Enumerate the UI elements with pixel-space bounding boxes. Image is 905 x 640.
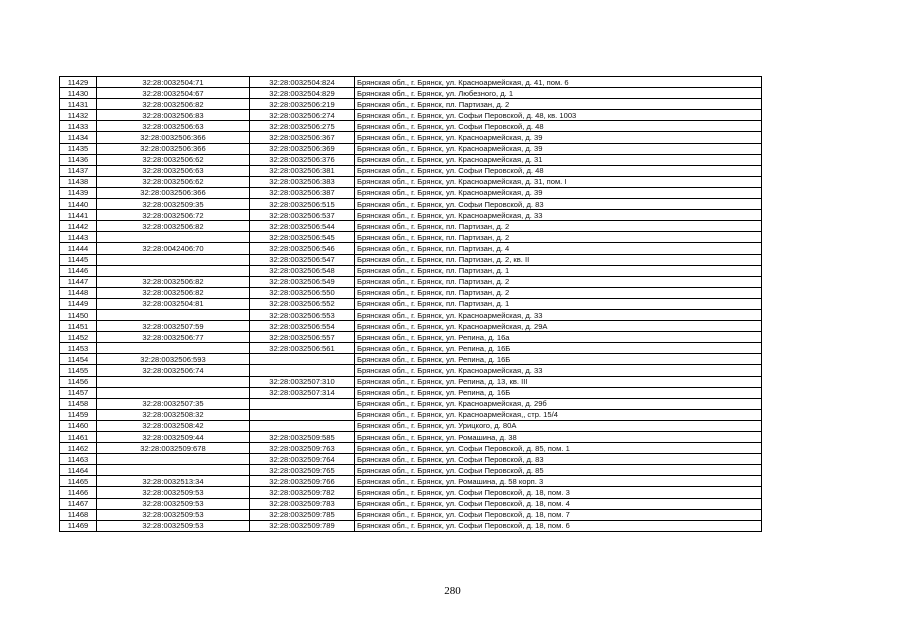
cadastral-number-cell: [97, 232, 250, 243]
cadastral-number-cell: 32:28:0032506:366: [97, 187, 250, 198]
row-number-cell: 11439: [60, 187, 97, 198]
table-row: [60, 343, 762, 354]
object-cadastral-number-cell: 32:28:0032506:367: [250, 132, 355, 143]
table-row: [60, 221, 762, 232]
cadastral-number-cell: 32:28:0032509:53: [97, 520, 250, 531]
cadastral-number-cell: 32:28:0032506:62: [97, 176, 250, 187]
cadastral-number-cell: 32:28:0032504:81: [97, 298, 250, 309]
address-cell: Брянская обл., г. Брянск, пл. Партизан, д. 2: [355, 221, 762, 232]
cadastral-number-cell: 32:28:0032506:83: [97, 110, 250, 121]
row-number-cell: 11445: [60, 254, 97, 265]
object-cadastral-number-cell: [250, 365, 355, 376]
cadastral-number-cell: 32:28:0032508:32: [97, 409, 250, 420]
cadastral-number-cell: 32:28:0032506:366: [97, 143, 250, 154]
row-number-cell: 11459: [60, 409, 97, 420]
cadastral-number-cell: 32:28:0032506:77: [97, 332, 250, 343]
address-cell: Брянская обл., г. Брянск, пл. Партизан, д. 1: [355, 298, 762, 309]
row-number-cell: 11441: [60, 210, 97, 221]
row-number-cell: 11447: [60, 276, 97, 287]
table-row: [60, 354, 762, 365]
address-cell: Брянская обл., г. Брянск, ул. Красноармейская,, стр. 15/4: [355, 409, 762, 420]
object-cadastral-number-cell: 32:28:0032506:550: [250, 287, 355, 298]
row-number-cell: 11452: [60, 332, 97, 343]
object-cadastral-number-cell: 32:28:0032509:763: [250, 443, 355, 454]
object-cadastral-number-cell: 32:28:0032507:314: [250, 387, 355, 398]
row-number-cell: 11468: [60, 509, 97, 520]
cadastral-number-cell: 32:28:0042406:70: [97, 243, 250, 254]
address-cell: Брянская обл., г. Брянск, ул. Красноармейская, д. 31, пом. I: [355, 176, 762, 187]
row-number-cell: 11455: [60, 365, 97, 376]
cadastral-number-cell: 32:28:0032506:72: [97, 210, 250, 221]
table-row: [60, 276, 762, 287]
address-cell: Брянская обл., г. Брянск, ул. Софьи Перовской, д. 83: [355, 454, 762, 465]
row-number-cell: 11461: [60, 432, 97, 443]
table-row: [60, 254, 762, 265]
cadastral-number-cell: 32:28:0032506:593: [97, 354, 250, 365]
row-number-cell: 11434: [60, 132, 97, 143]
object-cadastral-number-cell: 32:28:0032509:782: [250, 487, 355, 498]
cadastral-number-cell: 32:28:0032509:53: [97, 498, 250, 509]
cadastral-number-cell: 32:28:0032506:366: [97, 132, 250, 143]
row-number-cell: 11440: [60, 199, 97, 210]
table-row: [60, 498, 762, 509]
address-cell: Брянская обл., г. Брянск, ул. Софьи Перовской, д. 18, пом. 4: [355, 498, 762, 509]
address-cell: Брянская обл., г. Брянск, ул. Красноармейская, д. 33: [355, 365, 762, 376]
table-row: [60, 132, 762, 143]
cadastral-number-cell: 32:28:0032506:82: [97, 99, 250, 110]
address-cell: Брянская обл., г. Брянск, пл. Партизан, д. 2: [355, 276, 762, 287]
table-row: [60, 376, 762, 387]
object-cadastral-number-cell: 32:28:0032506:275: [250, 121, 355, 132]
object-cadastral-number-cell: 32:28:0032509:783: [250, 498, 355, 509]
address-cell: Брянская обл., г. Брянск, пл. Партизан, д. 2: [355, 232, 762, 243]
table-row: [60, 176, 762, 187]
object-cadastral-number-cell: 32:28:0032504:829: [250, 88, 355, 99]
table-row: [60, 465, 762, 476]
cadastral-number-cell: 32:28:0032506:82: [97, 287, 250, 298]
table-row: [60, 332, 762, 343]
cadastral-number-cell: 32:28:0032506:63: [97, 165, 250, 176]
address-cell: Брянская обл., г. Брянск, ул. Софьи Перовской, д. 48, кв. 1003: [355, 110, 762, 121]
address-cell: Брянская обл., г. Брянск, пл. Партизан, д. 2: [355, 287, 762, 298]
table-row: [60, 432, 762, 443]
row-number-cell: 11437: [60, 165, 97, 176]
row-number-cell: 11429: [60, 77, 97, 88]
table-row: [60, 243, 762, 254]
address-cell: Брянская обл., г. Брянск, ул. Софьи Перовской, д. 83: [355, 199, 762, 210]
object-cadastral-number-cell: 32:28:0032506:537: [250, 210, 355, 221]
row-number-cell: 11469: [60, 520, 97, 531]
object-cadastral-number-cell: 32:28:0032509:585: [250, 432, 355, 443]
row-number-cell: 11457: [60, 387, 97, 398]
object-cadastral-number-cell: [250, 409, 355, 420]
object-cadastral-number-cell: 32:28:0032506:554: [250, 321, 355, 332]
row-number-cell: 11435: [60, 143, 97, 154]
table-row: [60, 199, 762, 210]
cadastral-number-cell: 32:28:0032509:35: [97, 199, 250, 210]
row-number-cell: 11432: [60, 110, 97, 121]
table-row: [60, 88, 762, 99]
table-row: [60, 454, 762, 465]
address-cell: Брянская обл., г. Брянск, ул. Софьи Перовской, д. 85: [355, 465, 762, 476]
address-cell: Брянская обл., г. Брянск, ул. Софьи Перовской, д. 48: [355, 121, 762, 132]
row-number-cell: 11438: [60, 176, 97, 187]
row-number-cell: 11453: [60, 343, 97, 354]
cadastral-number-cell: 32:28:0032504:71: [97, 77, 250, 88]
row-number-cell: 11430: [60, 88, 97, 99]
address-cell: Брянская обл., г. Брянск, ул. Репина, д. 16Б: [355, 343, 762, 354]
cadastral-number-cell: 32:28:0032513:34: [97, 476, 250, 487]
object-cadastral-number-cell: 32:28:0032506:219: [250, 99, 355, 110]
address-cell: Брянская обл., г. Брянск, ул. Ромашина, д. 58 корп. 3: [355, 476, 762, 487]
table-row: [60, 365, 762, 376]
address-cell: Брянская обл., г. Брянск, ул. Красноармейская, д. 41, пом. 6: [355, 77, 762, 88]
object-cadastral-number-cell: [250, 398, 355, 409]
row-number-cell: 11465: [60, 476, 97, 487]
cadastral-number-cell: [97, 454, 250, 465]
address-cell: Брянская обл., г. Брянск, ул. Красноармейская, д. 29б: [355, 398, 762, 409]
object-cadastral-number-cell: 32:28:0032506:545: [250, 232, 355, 243]
address-cell: Брянская обл., г. Брянск, ул. Софьи Перовской, д. 18, пом. 3: [355, 487, 762, 498]
object-cadastral-number-cell: 32:28:0032509:789: [250, 520, 355, 531]
cadastral-number-cell: 32:28:0032506:82: [97, 221, 250, 232]
cadastral-number-cell: 32:28:0032506:62: [97, 154, 250, 165]
cadastral-number-cell: 32:28:0032509:53: [97, 509, 250, 520]
object-cadastral-number-cell: [250, 420, 355, 431]
row-number-cell: 11443: [60, 232, 97, 243]
cadastral-number-cell: 32:28:0032509:44: [97, 432, 250, 443]
table-row: [60, 187, 762, 198]
row-number-cell: 11462: [60, 443, 97, 454]
row-number-cell: 11449: [60, 298, 97, 309]
table-row: [60, 265, 762, 276]
row-number-cell: 11442: [60, 221, 97, 232]
row-number-cell: 11444: [60, 243, 97, 254]
cadastral-number-cell: 32:28:0032506:82: [97, 276, 250, 287]
address-cell: Брянская обл., г. Брянск, ул. Ромашина, д. 38: [355, 432, 762, 443]
cadastral-number-cell: [97, 465, 250, 476]
cadastral-number-cell: [97, 265, 250, 276]
table-row: [60, 321, 762, 332]
table-row: [60, 232, 762, 243]
row-number-cell: 11460: [60, 420, 97, 431]
table-row: [60, 420, 762, 431]
cadastral-number-cell: 32:28:0032506:63: [97, 121, 250, 132]
address-cell: Брянская обл., г. Брянск, ул. Красноармейская, д. 33: [355, 210, 762, 221]
object-cadastral-number-cell: 32:28:0032506:549: [250, 276, 355, 287]
table-row: [60, 409, 762, 420]
address-cell: Брянская обл., г. Брянск, ул. Софьи Перовской, д. 85, пом. 1: [355, 443, 762, 454]
address-cell: Брянская обл., г. Брянск, ул. Красноармейская, д. 33: [355, 309, 762, 320]
table-row: [60, 520, 762, 531]
row-number-cell: 11451: [60, 321, 97, 332]
cadastral-number-cell: [97, 343, 250, 354]
table-row: [60, 487, 762, 498]
row-number-cell: 11431: [60, 99, 97, 110]
table-row: [60, 121, 762, 132]
cadastral-number-cell: 32:28:0032508:42: [97, 420, 250, 431]
object-cadastral-number-cell: 32:28:0032506:557: [250, 332, 355, 343]
page-number: 280: [444, 585, 461, 597]
row-number-cell: 11463: [60, 454, 97, 465]
object-cadastral-number-cell: 32:28:0032506:552: [250, 298, 355, 309]
object-cadastral-number-cell: 32:28:0032506:383: [250, 176, 355, 187]
address-cell: Брянская обл., г. Брянск, ул. Репина, д. 16Б: [355, 354, 762, 365]
table-row: [60, 398, 762, 409]
table-row: [60, 287, 762, 298]
address-cell: Брянская обл., г. Брянск, ул. Софьи Перовской, д. 18, пом. 7: [355, 509, 762, 520]
table-row: [60, 387, 762, 398]
address-cell: Брянская обл., г. Брянск, ул. Красноармейская, д. 39: [355, 132, 762, 143]
row-number-cell: 11454: [60, 354, 97, 365]
cadastral-number-cell: 32:28:0032506:74: [97, 365, 250, 376]
cadastral-number-cell: 32:28:0032509:53: [97, 487, 250, 498]
object-cadastral-number-cell: 32:28:0032509:764: [250, 454, 355, 465]
row-number-cell: 11467: [60, 498, 97, 509]
object-cadastral-number-cell: 32:28:0032506:376: [250, 154, 355, 165]
row-number-cell: 11464: [60, 465, 97, 476]
object-cadastral-number-cell: 32:28:0032506:544: [250, 221, 355, 232]
address-cell: Брянская обл., г. Брянск, пл. Партизан, д. 2: [355, 99, 762, 110]
address-cell: Брянская обл., г. Брянск, пл. Партизан, д. 4: [355, 243, 762, 254]
object-cadastral-number-cell: [250, 354, 355, 365]
row-number-cell: 11446: [60, 265, 97, 276]
row-number-cell: 11436: [60, 154, 97, 165]
address-cell: Брянская обл., г. Брянск, ул. Красноармейская, д. 39: [355, 143, 762, 154]
row-number-cell: 11458: [60, 398, 97, 409]
row-number-cell: 11433: [60, 121, 97, 132]
object-cadastral-number-cell: 32:28:0032506:548: [250, 265, 355, 276]
cadastral-number-cell: [97, 309, 250, 320]
table-row: [60, 443, 762, 454]
table-row: [60, 210, 762, 221]
registry-table-body: [60, 77, 762, 532]
address-cell: Брянская обл., г. Брянск, ул. Репина, д. 13, кв. III: [355, 376, 762, 387]
cadastral-number-cell: [97, 376, 250, 387]
address-cell: Брянская обл., г. Брянск, ул. Красноармейская, д. 39: [355, 187, 762, 198]
cadastral-number-cell: 32:28:0032509:678: [97, 443, 250, 454]
cadastral-number-cell: 32:28:0032504:67: [97, 88, 250, 99]
object-cadastral-number-cell: 32:28:0032507:310: [250, 376, 355, 387]
row-number-cell: 11448: [60, 287, 97, 298]
cadastral-number-cell: [97, 387, 250, 398]
address-cell: Брянская обл., г. Брянск, ул. Софьи Перовской, д. 48: [355, 165, 762, 176]
table-row: [60, 99, 762, 110]
address-cell: Брянская обл., г. Брянск, ул. Репина, д. 16а: [355, 332, 762, 343]
table-row: [60, 77, 762, 88]
object-cadastral-number-cell: 32:28:0032506:546: [250, 243, 355, 254]
object-cadastral-number-cell: 32:28:0032504:824: [250, 77, 355, 88]
cadastral-number-cell: 32:28:0032507:35: [97, 398, 250, 409]
row-number-cell: 11466: [60, 487, 97, 498]
object-cadastral-number-cell: 32:28:0032509:766: [250, 476, 355, 487]
object-cadastral-number-cell: 32:28:0032506:515: [250, 199, 355, 210]
object-cadastral-number-cell: 32:28:0032509:785: [250, 509, 355, 520]
address-cell: Брянская обл., г. Брянск, ул. Репина, д. 16Б: [355, 387, 762, 398]
table-row: [60, 165, 762, 176]
address-cell: Брянская обл., г. Брянск, пл. Партизан, д. 1: [355, 265, 762, 276]
row-number-cell: 11456: [60, 376, 97, 387]
table-row: [60, 143, 762, 154]
cadastral-number-cell: 32:28:0032507:59: [97, 321, 250, 332]
table-row: [60, 110, 762, 121]
table-row: [60, 309, 762, 320]
object-cadastral-number-cell: 32:28:0032506:561: [250, 343, 355, 354]
object-cadastral-number-cell: 32:28:0032506:274: [250, 110, 355, 121]
object-cadastral-number-cell: 32:28:0032509:765: [250, 465, 355, 476]
object-cadastral-number-cell: 32:28:0032506:387: [250, 187, 355, 198]
address-cell: Брянская обл., г. Брянск, ул. Красноармейская, д. 29А: [355, 321, 762, 332]
registry-table: [59, 76, 762, 532]
table-row: [60, 509, 762, 520]
address-cell: Брянская обл., г. Брянск, ул. Красноармейская, д. 31: [355, 154, 762, 165]
table-row: [60, 298, 762, 309]
address-cell: Брянская обл., г. Брянск, ул. Урицкого, д. 80А: [355, 420, 762, 431]
address-cell: Брянская обл., г. Брянск, ул. Софьи Перовской, д. 18, пом. 6: [355, 520, 762, 531]
object-cadastral-number-cell: 32:28:0032506:553: [250, 309, 355, 320]
address-cell: Брянская обл., г. Брянск, ул. Любезного, д. 1: [355, 88, 762, 99]
table-row: [60, 476, 762, 487]
table-row: [60, 154, 762, 165]
object-cadastral-number-cell: 32:28:0032506:369: [250, 143, 355, 154]
object-cadastral-number-cell: 32:28:0032506:547: [250, 254, 355, 265]
row-number-cell: 11450: [60, 309, 97, 320]
address-cell: Брянская обл., г. Брянск, пл. Партизан, д. 2, кв. II: [355, 254, 762, 265]
cadastral-number-cell: [97, 254, 250, 265]
object-cadastral-number-cell: 32:28:0032506:381: [250, 165, 355, 176]
